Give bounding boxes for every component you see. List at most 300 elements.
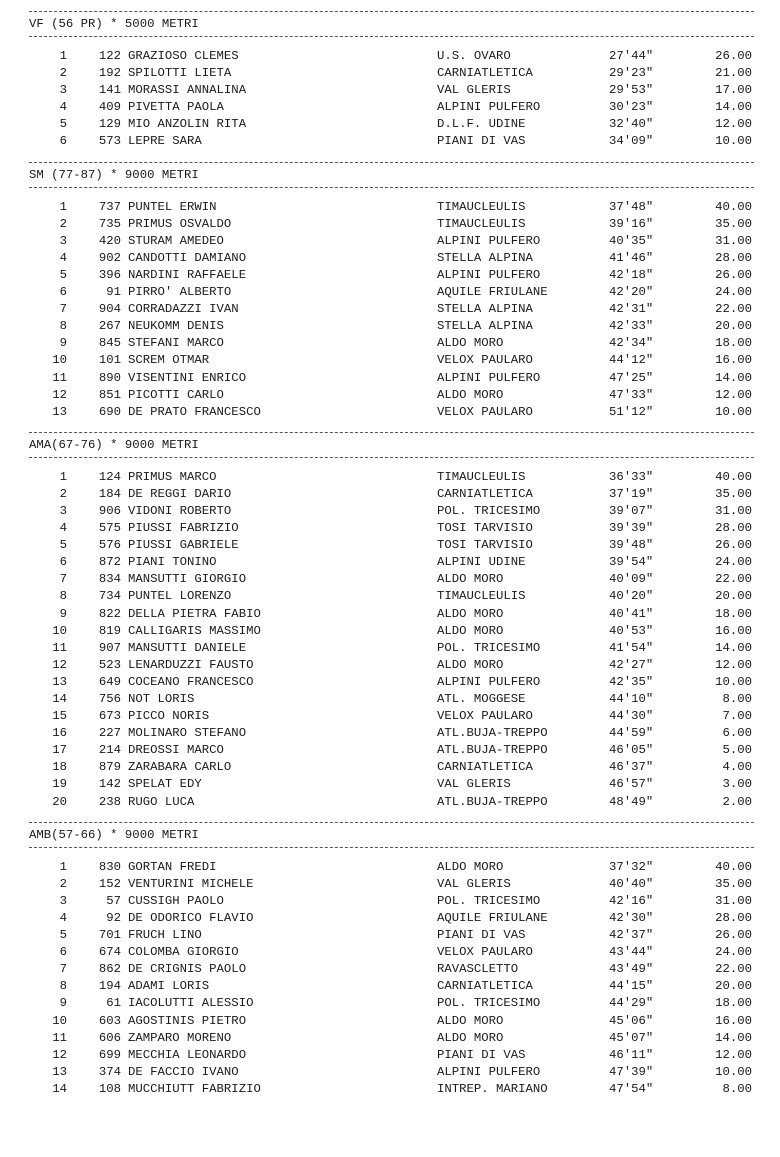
result-bib: 862: [98, 962, 121, 977]
category-title: AMB(57-66) * 9000 METRI: [29, 827, 199, 842]
result-pts: 14.00: [715, 1030, 752, 1045]
result-pts: 26.00: [715, 928, 752, 943]
result-bib: 907: [98, 640, 121, 655]
result-bib: 851: [98, 387, 121, 402]
result-row: [0, 742, 780, 759]
result-name: VISENTINI ENRICO: [128, 370, 247, 385]
result-club: ALPINI UDINE: [437, 555, 526, 570]
result-name: AGOSTINIS PIETRO: [128, 1013, 247, 1028]
result-pos: 3: [59, 233, 67, 248]
result-row: [0, 640, 780, 657]
result-bib: 194: [98, 979, 121, 994]
result-pos: 1: [59, 49, 67, 63]
result-club: POL. TRICESIMO: [437, 503, 541, 518]
result-pos: 19: [52, 777, 67, 792]
result-club: TIMAUCLEULIS: [437, 199, 526, 214]
result-time: 46'05": [609, 743, 654, 758]
result-time: 43'49": [609, 962, 654, 977]
result-pts: 12.00: [715, 387, 752, 402]
dashed-divider: [29, 847, 754, 848]
result-club: VELOX PAULARO: [437, 353, 533, 368]
result-bib: 142: [98, 777, 121, 792]
result-time: 36'33": [609, 469, 654, 484]
result-bib: 737: [98, 199, 121, 214]
result-pts: 10.00: [715, 674, 752, 689]
result-pts: 12.00: [715, 1047, 752, 1062]
result-pos: 7: [59, 962, 67, 977]
result-pts: 22.00: [715, 962, 752, 977]
result-club: STELLA ALPINA: [437, 302, 533, 317]
result-pts: 16.00: [715, 353, 752, 368]
result-row: [0, 82, 780, 99]
result-pts: 35.00: [715, 876, 752, 891]
result-pts: 22.00: [715, 302, 752, 317]
result-name: DE PRATO FRANCESCO: [128, 404, 261, 419]
result-time: 42'16": [609, 893, 654, 908]
result-bib: 890: [98, 370, 121, 385]
result-bib: 904: [98, 302, 121, 317]
result-time: 44'30": [609, 709, 654, 724]
result-name: PUNTEL ERWIN: [128, 199, 217, 214]
result-club: PIANI DI VAS: [437, 928, 526, 943]
result-bib: 238: [98, 794, 121, 809]
result-club: VELOX PAULARO: [437, 945, 533, 960]
result-bib: 902: [98, 250, 121, 265]
result-pts: 17.00: [715, 83, 752, 98]
result-pts: 35.00: [715, 216, 752, 231]
result-time: 46'37": [609, 760, 654, 775]
result-name: PICCO NORIS: [128, 709, 210, 724]
result-row: [0, 910, 780, 927]
result-pts: 40.00: [715, 469, 752, 484]
result-time: 42'31": [609, 302, 654, 317]
result-club: ALPINI PULFERO: [437, 267, 541, 282]
result-row: [0, 554, 780, 571]
category-title: AMA(67-76) * 9000 METRI: [29, 437, 199, 452]
result-club: ALDO MORO: [437, 336, 504, 351]
result-pts: 21.00: [715, 66, 752, 81]
dashed-divider: [29, 457, 754, 458]
result-row: [0, 606, 780, 623]
result-row: [0, 469, 780, 486]
result-club: CARNIATLETICA: [437, 66, 533, 81]
dashed-divider: [29, 822, 754, 823]
result-pos: 17: [52, 743, 67, 758]
result-row: [0, 927, 780, 944]
result-time: 44'15": [609, 979, 654, 994]
result-time: 44'12": [609, 353, 654, 368]
result-time: 27'44": [609, 49, 654, 63]
result-row: [0, 404, 780, 421]
result-pos: 7: [59, 572, 67, 587]
result-bib: 57: [106, 893, 121, 908]
result-pts: 28.00: [715, 521, 752, 536]
result-bib: 91: [106, 285, 121, 300]
result-pts: 14.00: [715, 370, 752, 385]
result-pts: 26.00: [715, 49, 752, 63]
result-row: [0, 1064, 780, 1081]
result-name: RUGO LUCA: [128, 794, 195, 809]
result-bib: 575: [98, 521, 121, 536]
result-bib: 845: [98, 336, 121, 351]
result-pts: 18.00: [715, 996, 752, 1011]
result-pts: 16.00: [715, 623, 752, 638]
category-title: SM (77-87) * 9000 METRI: [29, 167, 199, 182]
result-time: 42'18": [609, 267, 654, 282]
result-pts: 20.00: [715, 979, 752, 994]
result-row: [0, 859, 780, 876]
result-pts: 28.00: [715, 250, 752, 265]
result-pos: 12: [52, 1047, 67, 1062]
result-pts: 5.00: [722, 743, 752, 758]
result-row: [0, 318, 780, 335]
result-time: 42'20": [609, 285, 654, 300]
result-club: STELLA ALPINA: [437, 319, 533, 334]
result-name: SCREM OTMAR: [128, 353, 210, 368]
result-name: PUNTEL LORENZO: [128, 589, 232, 604]
result-pts: 10.00: [715, 404, 752, 419]
result-name: DREOSSI MARCO: [128, 743, 224, 758]
result-time: 47'25": [609, 370, 654, 385]
result-bib: 734: [98, 589, 121, 604]
result-pos: 12: [52, 657, 67, 672]
result-pos: 11: [52, 1030, 67, 1045]
result-name: LENARDUZZI FAUSTO: [128, 657, 254, 672]
result-row: [0, 1030, 780, 1047]
result-name: PRIMUS OSVALDO: [128, 216, 232, 231]
result-row: [0, 995, 780, 1012]
dashed-divider: [29, 187, 754, 188]
result-club: ALDO MORO: [437, 1030, 504, 1045]
result-club: U.S. OVARO: [437, 49, 511, 63]
result-row: [0, 116, 780, 133]
result-bib: 649: [98, 674, 121, 689]
result-bib: 129: [98, 117, 121, 132]
result-club: ATL.BUJA-TREPPO: [437, 726, 548, 741]
result-pos: 5: [59, 928, 67, 943]
result-name: LEPRE SARA: [128, 134, 202, 149]
result-time: 46'11": [609, 1047, 654, 1062]
result-row: [0, 978, 780, 995]
result-pos: 9: [59, 336, 67, 351]
result-time: 45'07": [609, 1030, 654, 1045]
result-pos: 14: [52, 692, 67, 706]
result-row: [0, 944, 780, 961]
result-pos: 8: [59, 319, 67, 334]
result-row: [0, 267, 780, 284]
result-club: ALPINI PULFERO: [437, 370, 541, 385]
result-name: SPILOTTI LIETA: [128, 66, 232, 81]
result-club: POL. TRICESIMO: [437, 996, 541, 1011]
result-row: [0, 216, 780, 233]
result-name: MECCHIA LEONARDO: [128, 1047, 247, 1062]
result-name: STURAM AMEDEO: [128, 233, 224, 248]
result-pts: 14.00: [715, 640, 752, 655]
result-row: [0, 370, 780, 387]
result-name: MUCCHIUTT FABRIZIO: [128, 1081, 261, 1096]
result-row: [0, 65, 780, 82]
result-time: 42'34": [609, 336, 654, 351]
result-club: CARNIATLETICA: [437, 979, 533, 994]
result-pos: 4: [59, 100, 67, 115]
result-pts: 6.00: [722, 726, 752, 741]
result-time: 37'48": [609, 199, 654, 214]
result-time: 42'30": [609, 910, 654, 925]
result-row: [0, 284, 780, 301]
result-time: 37'19": [609, 486, 654, 501]
result-name: ZARABARA CARLO: [128, 760, 232, 775]
result-name: PIUSSI GABRIELE: [128, 538, 239, 553]
result-row: [0, 199, 780, 216]
result-pts: 20.00: [715, 589, 752, 604]
result-club: ALDO MORO: [437, 572, 504, 587]
result-time: 47'39": [609, 1064, 654, 1079]
result-row: [0, 794, 780, 811]
result-pos: 4: [59, 521, 67, 536]
result-time: 40'09": [609, 572, 654, 587]
result-name: CALLIGARIS MASSIMO: [128, 623, 261, 638]
result-pos: 5: [59, 117, 67, 132]
result-bib: 122: [98, 49, 121, 63]
result-time: 44'59": [609, 726, 654, 741]
result-club: ALPINI PULFERO: [437, 1064, 541, 1079]
result-pts: 24.00: [715, 945, 752, 960]
result-row: [0, 1081, 780, 1098]
result-time: 40'35": [609, 233, 654, 248]
result-bib: 872: [98, 555, 121, 570]
result-time: 42'37": [609, 928, 654, 943]
result-pts: 10.00: [715, 1064, 752, 1079]
result-time: 29'23": [609, 66, 654, 81]
result-pos: 16: [52, 726, 67, 741]
result-club: ALPINI PULFERO: [437, 100, 541, 115]
result-pts: 40.00: [715, 859, 752, 874]
result-row: [0, 503, 780, 520]
result-club: ALDO MORO: [437, 657, 504, 672]
result-pos: 3: [59, 83, 67, 98]
result-bib: 674: [98, 945, 121, 960]
result-club: POL. TRICESIMO: [437, 640, 541, 655]
category-section: [0, 11, 780, 151]
result-bib: 227: [98, 726, 121, 741]
result-pos: 10: [52, 623, 67, 638]
result-row: [0, 1047, 780, 1064]
result-time: 44'10": [609, 692, 654, 706]
result-bib: 396: [98, 267, 121, 282]
result-pos: 11: [52, 640, 67, 655]
result-time: 30'23": [609, 100, 654, 115]
result-name: ZAMPARO MORENO: [128, 1030, 232, 1045]
result-name: DE CRIGNIS PAOLO: [128, 962, 247, 977]
result-pos: 4: [59, 910, 67, 925]
result-row: [0, 99, 780, 116]
result-bib: 101: [98, 353, 121, 368]
result-bib: 92: [106, 910, 121, 925]
result-club: STELLA ALPINA: [437, 250, 533, 265]
result-pos: 2: [59, 876, 67, 891]
result-pts: 28.00: [715, 910, 752, 925]
dashed-divider: [29, 11, 754, 12]
dashed-divider: [29, 162, 754, 163]
result-row: [0, 387, 780, 404]
result-pos: 1: [59, 469, 67, 484]
result-name: MANSUTTI DANIELE: [128, 640, 247, 655]
result-bib: 879: [98, 760, 121, 775]
result-row: [0, 301, 780, 318]
result-club: ALDO MORO: [437, 1013, 504, 1028]
result-club: ALDO MORO: [437, 859, 504, 874]
result-name: SPELAT EDY: [128, 777, 202, 792]
result-pts: 26.00: [715, 267, 752, 282]
result-row: [0, 520, 780, 537]
result-pos: 5: [59, 538, 67, 553]
result-pts: 31.00: [715, 233, 752, 248]
result-row: [0, 691, 780, 708]
result-row: [0, 48, 780, 65]
result-pts: 10.00: [715, 134, 752, 149]
result-time: 43'44": [609, 945, 654, 960]
result-bib: 141: [98, 83, 121, 98]
result-pts: 20.00: [715, 319, 752, 334]
result-bib: 420: [98, 233, 121, 248]
result-bib: 834: [98, 572, 121, 587]
result-row: [0, 486, 780, 503]
result-pos: 20: [52, 794, 67, 809]
result-bib: 108: [98, 1081, 121, 1096]
result-club: TIMAUCLEULIS: [437, 216, 526, 231]
result-row: [0, 776, 780, 793]
result-bib: 603: [98, 1013, 121, 1028]
result-row: [0, 759, 780, 776]
result-name: MORASSI ANNALINA: [128, 83, 247, 98]
result-club: VAL GLERIS: [437, 876, 511, 891]
result-row: [0, 335, 780, 352]
result-name: COLOMBA GIORGIO: [128, 945, 239, 960]
result-name: FRUCH LINO: [128, 928, 202, 943]
result-row: [0, 133, 780, 150]
result-time: 45'06": [609, 1013, 654, 1028]
result-pos: 8: [59, 589, 67, 604]
result-time: 39'16": [609, 216, 654, 231]
result-bib: 699: [98, 1047, 121, 1062]
result-pos: 5: [59, 267, 67, 282]
result-pos: 2: [59, 216, 67, 231]
result-pts: 8.00: [722, 1081, 752, 1096]
result-pos: 12: [52, 387, 67, 402]
result-pts: 31.00: [715, 893, 752, 908]
result-bib: 576: [98, 538, 121, 553]
result-pos: 6: [59, 134, 67, 149]
result-time: 47'33": [609, 387, 654, 402]
result-pos: 4: [59, 250, 67, 265]
result-time: 40'40": [609, 876, 654, 891]
result-name: NARDINI RAFFAELE: [128, 267, 247, 282]
result-name: IACOLUTTI ALESSIO: [128, 996, 254, 1011]
result-club: ALDO MORO: [437, 623, 504, 638]
result-club: RAVASCLETTO: [437, 962, 519, 977]
result-bib: 735: [98, 216, 121, 231]
result-pos: 6: [59, 555, 67, 570]
result-time: 48'49": [609, 794, 654, 809]
result-row: [0, 352, 780, 369]
result-name: MOLINARO STEFANO: [128, 726, 247, 741]
result-pts: 3.00: [722, 777, 752, 792]
result-name: DE REGGI DARIO: [128, 486, 232, 501]
result-pos: 3: [59, 503, 67, 518]
result-pos: 9: [59, 606, 67, 621]
result-name: PIANI TONINO: [128, 555, 217, 570]
result-time: 42'33": [609, 319, 654, 334]
result-pos: 9: [59, 996, 67, 1011]
result-club: VAL GLERIS: [437, 777, 511, 792]
result-time: 34'09": [609, 134, 654, 149]
result-club: ATL. MOGGESE: [437, 692, 526, 706]
result-bib: 756: [98, 692, 121, 706]
result-pts: 18.00: [715, 606, 752, 621]
result-name: NOT LORIS: [128, 692, 195, 706]
result-bib: 374: [98, 1064, 121, 1079]
result-club: D.L.F. UDINE: [437, 117, 526, 132]
result-name: GORTAN FREDI: [128, 859, 217, 874]
result-club: ALDO MORO: [437, 387, 504, 402]
result-club: TOSI TARVISIO: [437, 521, 533, 536]
result-time: 39'54": [609, 555, 654, 570]
result-row: [0, 657, 780, 674]
result-time: 37'32": [609, 859, 654, 874]
result-bib: 184: [98, 486, 121, 501]
dashed-divider: [29, 432, 754, 433]
result-bib: 573: [98, 134, 121, 149]
result-name: PRIMUS MARCO: [128, 469, 217, 484]
result-name: PICOTTI CARLO: [128, 387, 224, 402]
result-name: STEFANI MARCO: [128, 336, 224, 351]
result-time: 42'27": [609, 657, 654, 672]
result-club: AQUILE FRIULANE: [437, 285, 548, 300]
result-pts: 2.00: [722, 794, 752, 809]
result-bib: 822: [98, 606, 121, 621]
result-time: 44'29": [609, 996, 654, 1011]
result-time: 47'54": [609, 1081, 654, 1096]
category-title: VF (56 PR) * 5000 METRI: [29, 17, 199, 31]
result-row: [0, 876, 780, 893]
result-pts: 8.00: [722, 692, 752, 706]
result-name: DE FACCIO IVANO: [128, 1064, 239, 1079]
result-pos: 6: [59, 945, 67, 960]
result-pts: 7.00: [722, 709, 752, 724]
result-name: COCEANO FRANCESCO: [128, 674, 254, 689]
result-name: DELLA PIETRA FABIO: [128, 606, 261, 621]
result-time: 41'46": [609, 250, 654, 265]
result-row: [0, 571, 780, 588]
dashed-divider: [29, 36, 754, 37]
result-name: PIRRO' ALBERTO: [128, 285, 232, 300]
result-time: 40'53": [609, 623, 654, 638]
result-name: PIUSSI FABRIZIO: [128, 521, 239, 536]
result-pos: 10: [52, 1013, 67, 1028]
result-pts: 12.00: [715, 117, 752, 132]
result-time: 39'48": [609, 538, 654, 553]
result-pts: 18.00: [715, 336, 752, 351]
result-row: [0, 893, 780, 910]
result-club: POL. TRICESIMO: [437, 893, 541, 908]
result-pos: 6: [59, 285, 67, 300]
result-pts: 24.00: [715, 555, 752, 570]
result-club: INTREP. MARIANO: [437, 1081, 548, 1096]
result-pos: 14: [52, 1081, 67, 1096]
result-name: NEUKOMM DENIS: [128, 319, 224, 334]
result-row: [0, 233, 780, 250]
result-name: CUSSIGH PAOLO: [128, 893, 224, 908]
